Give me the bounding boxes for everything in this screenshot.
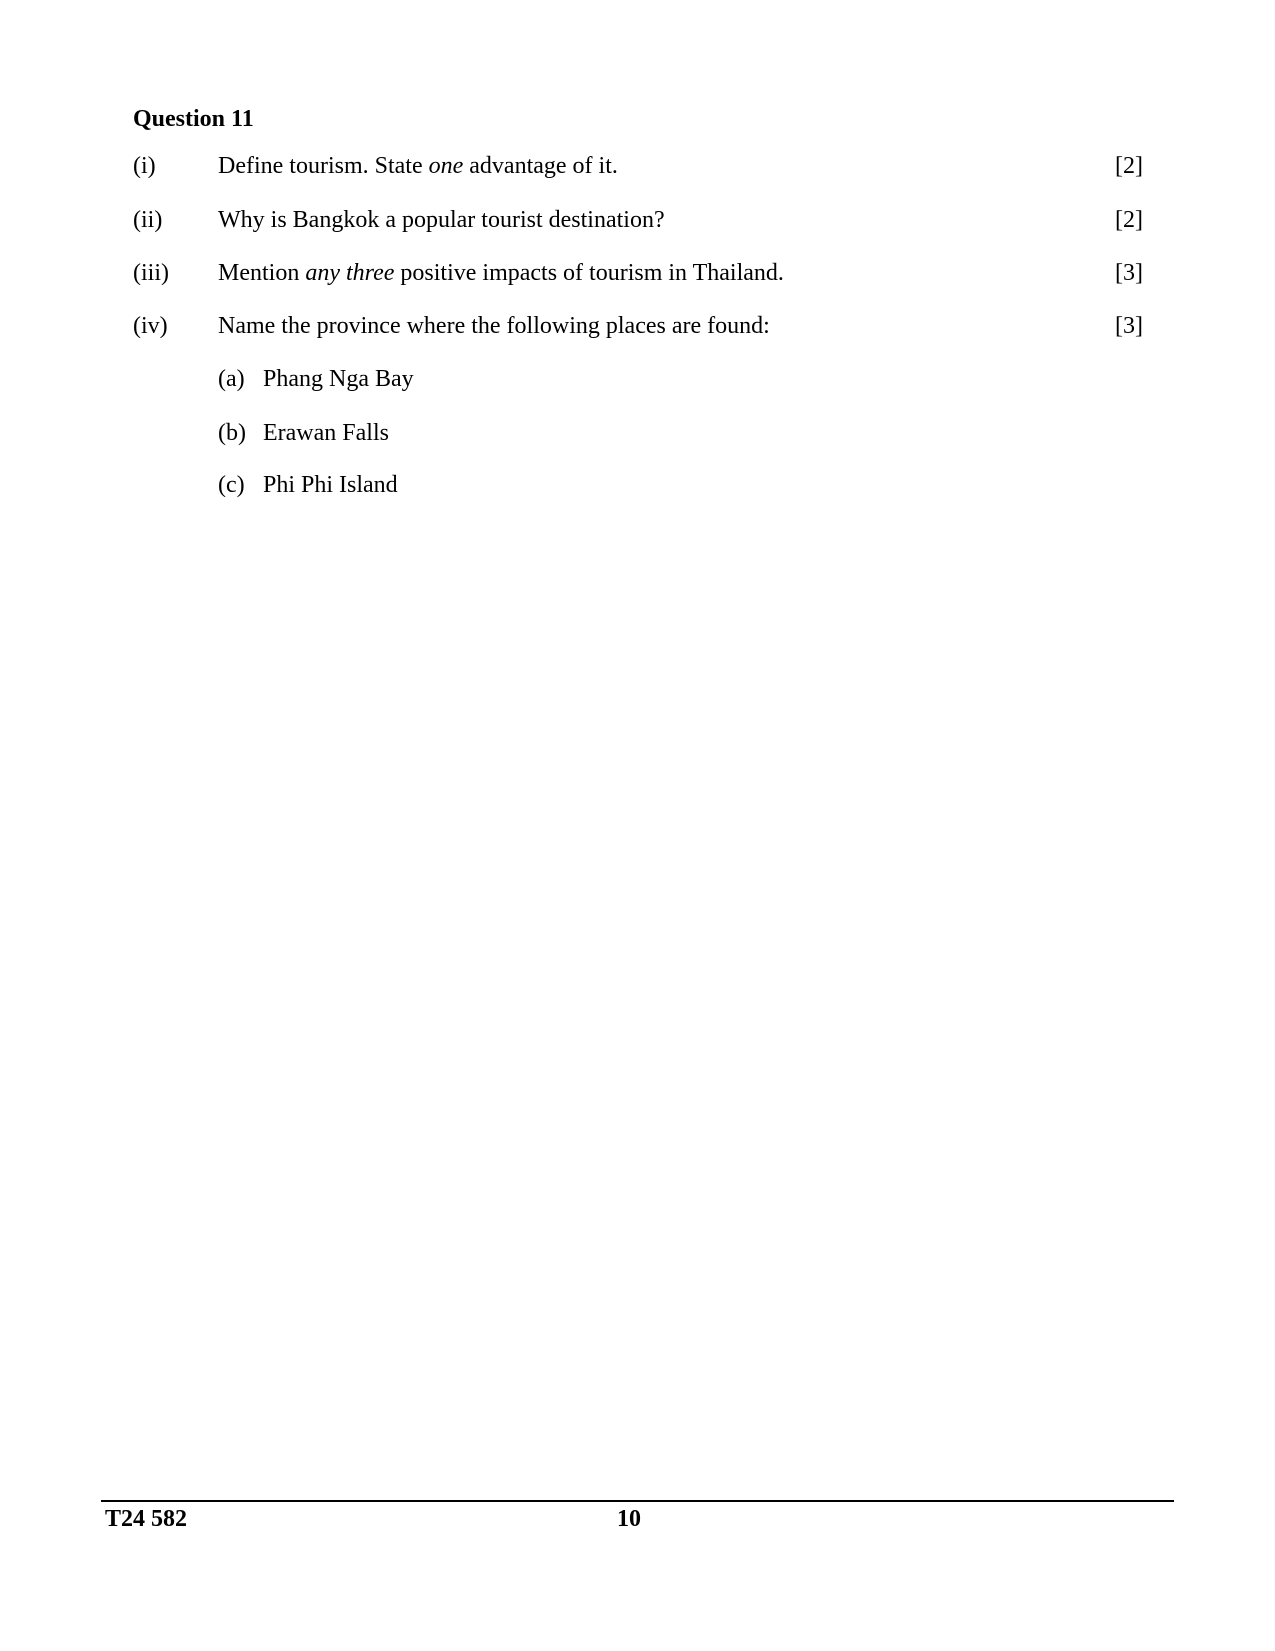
question-part-i (133, 151, 1143, 181)
subpart-label: (b) (218, 420, 246, 446)
part-text-italic: any three (305, 260, 395, 286)
part-text-before: Define tourism. State (218, 153, 429, 179)
footer-divider (101, 1500, 1174, 1502)
question-part-ii (133, 205, 1143, 235)
part-marks: [2] (1115, 153, 1143, 179)
part-text (218, 258, 784, 288)
subpart-text: Phang Nga Bay (263, 366, 414, 392)
question-part-iii (133, 258, 1143, 288)
part-text-before: Name the province where the following places are found: (218, 313, 770, 339)
subpart-label: (c) (218, 472, 245, 498)
subpart-label: (a) (218, 366, 245, 392)
part-text (218, 151, 618, 181)
question-part-iv (133, 311, 1143, 341)
part-number: (iii) (133, 260, 169, 286)
part-text (218, 205, 665, 235)
part-text-after: positive impacts of tourism in Thailand. (394, 260, 784, 286)
part-text-after: advantage of it. (463, 153, 618, 179)
subpart-text: Erawan Falls (263, 420, 389, 446)
part-number: (ii) (133, 207, 163, 233)
part-text (218, 311, 770, 341)
question-heading: Question 11 (133, 106, 254, 132)
part-text-italic: one (428, 153, 464, 179)
part-text-before: Mention (218, 260, 306, 286)
part-number: (i) (133, 153, 156, 179)
part-text-before: Why is Bangkok a popular tourist destination? (218, 207, 665, 233)
subpart-text: Phi Phi Island (263, 472, 398, 498)
part-number: (iv) (133, 313, 168, 339)
part-marks: [3] (1115, 313, 1143, 339)
part-marks: [2] (1115, 207, 1143, 233)
page-number: 10 (617, 1506, 641, 1532)
part-marks: [3] (1115, 260, 1143, 286)
paper-code: T24 582 (105, 1506, 188, 1532)
